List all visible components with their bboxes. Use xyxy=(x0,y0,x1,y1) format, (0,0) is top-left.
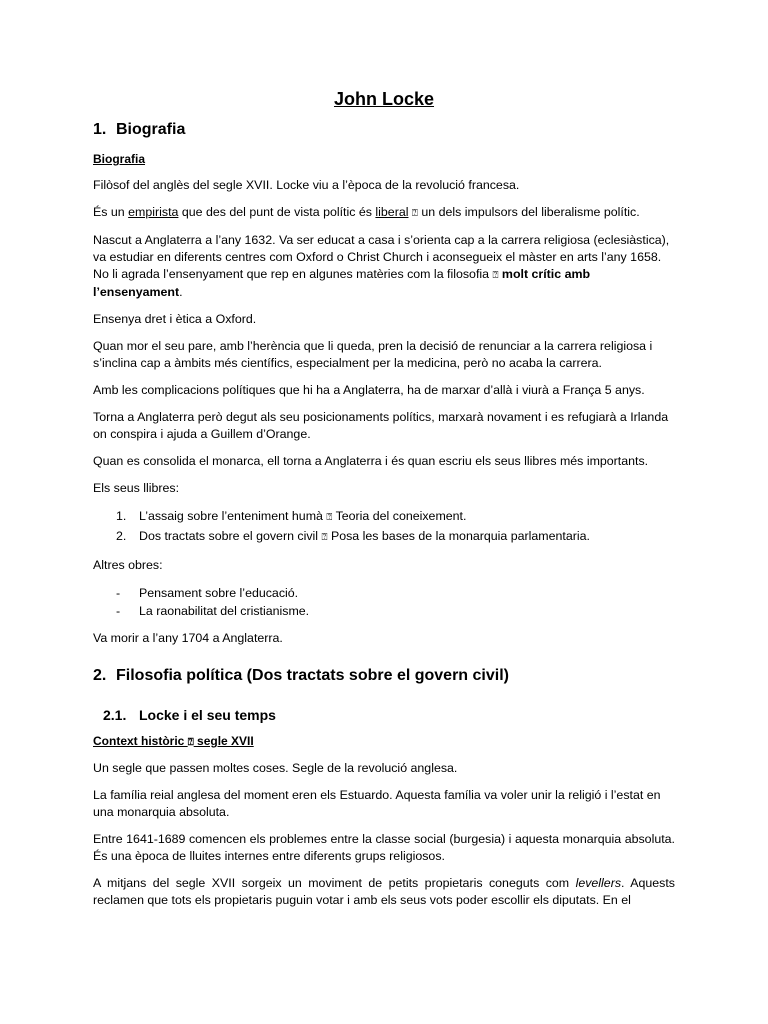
subheading-context-historic xyxy=(93,733,675,751)
subsection-heading-locke-temps xyxy=(103,705,675,725)
list-number: 2. xyxy=(116,529,127,543)
list-number: 1. xyxy=(116,509,127,523)
text-run: segle XVII xyxy=(193,734,254,748)
text-run: La raonabilitat del cristianisme. xyxy=(139,604,310,618)
list-item xyxy=(93,507,675,527)
section-heading-biografia xyxy=(93,119,675,141)
section-title: Filosofia política (Dos tractats sobre el govern civil) xyxy=(116,667,509,684)
other-works-list xyxy=(93,584,675,620)
bold-text: molt crític amb l’ensenyament xyxy=(93,267,591,299)
text-run: Pensament sobre l’educació. xyxy=(139,586,299,600)
arrow-glyph: ⍰ xyxy=(492,270,499,281)
paragraph: Torna a Anglaterra però degut als seu posicionaments polítics, marxarà novament i es refugiarà a Irlanda on conspira i ajuda a Guillem d’Orange. xyxy=(93,410,669,441)
term-empirista: empirista xyxy=(128,205,179,219)
text-run: Nascut a Anglaterra a l’any 1632. Va ser educat a casa i s’orienta cap a la carrera religiosa (eclesiàstica), va estudiar en diferents centres com Oxford o Christ Church i aconsegueix el màster en arts l’any 1658. No li agrada l’ensenyament que rep en algunes matèries com la filosofia xyxy=(93,233,670,281)
paragraph: Ensenya dret i ètica a Oxford. xyxy=(93,312,257,326)
list-dash: - xyxy=(116,586,121,600)
text-run: . Aquests reclamen que tots els propietaris puguin votar i amb els seus vots poder escollir els diputats. En el xyxy=(93,876,675,907)
text-run: Dos tractats sobre el govern civil xyxy=(139,529,322,543)
text-run: És un xyxy=(93,205,129,219)
subsection-number: 2.1. xyxy=(103,707,127,723)
paragraph: Quan mor el seu pare, amb l’herència que li queda, pren la decisió de renunciar a la carrera religiosa i s’inclina cap a àmbits més científics, especialment per la medicina, però no acaba la carrera. xyxy=(93,339,653,370)
document-page xyxy=(93,88,675,919)
paragraph: Altres obres: xyxy=(93,558,163,572)
books-list xyxy=(93,507,675,547)
text-run: un dels impulsors del liberalisme polític. xyxy=(417,205,640,219)
term-liberal: liberal xyxy=(375,205,409,219)
text-run: . xyxy=(179,285,183,299)
document-title: John Locke xyxy=(333,89,435,109)
text-run: Context històric xyxy=(93,734,188,748)
paragraph: Filòsof del anglès del segle XVII. Locke viu a l’època de la revolució francesa. xyxy=(93,178,520,192)
section-heading-filosofia-politica xyxy=(93,665,675,687)
paragraph: Amb les complicacions polítiques que hi ha a Anglaterra, ha de marxar d’allà i viurà a França 5 anys. xyxy=(93,383,645,397)
arrow-glyph: ⍰ xyxy=(326,512,333,523)
list-item xyxy=(93,527,675,547)
list-item xyxy=(93,602,675,620)
text-run: que des del punt de vista polític és xyxy=(178,205,376,219)
italic-term-levellers: levellers xyxy=(575,876,622,890)
paragraph: La família reial anglesa del moment eren els Estuardo. Aquesta família va voler unir la religió i l’estat en una monarquia absoluta. xyxy=(93,788,661,819)
paragraph xyxy=(93,204,675,222)
section-title: Biografia xyxy=(116,121,186,138)
paragraph: Va morir a l’any 1704 a Anglaterra. xyxy=(93,631,283,645)
paragraph: Entre 1641-1689 comencen els problemes entre la classe social (burgesia) i aquesta monarquia absoluta. És una època de lluites internes entre diferents grups religiosos. xyxy=(93,832,675,863)
paragraph xyxy=(93,232,675,301)
arrow-glyph: ⍰ xyxy=(187,737,194,748)
text-run: A mitjans del segle XVII sorgeix un moviment de petits propietaris coneguts com xyxy=(93,876,576,890)
text-run: Posa les bases de la monarquia parlamentaria. xyxy=(327,529,590,543)
arrow-glyph: ⍰ xyxy=(321,532,328,543)
paragraph xyxy=(93,875,675,909)
text-run: Teoria del coneixement. xyxy=(332,509,467,523)
paragraph: Un segle que passen moltes coses. Segle de la revolució anglesa. xyxy=(93,761,458,775)
list-item xyxy=(93,584,675,602)
paragraph: Els seus llibres: xyxy=(93,481,180,495)
text-run: L’assaig sobre l’enteniment humà xyxy=(139,509,327,523)
subheading-biografia: Biografia xyxy=(93,152,146,166)
list-dash: - xyxy=(116,604,121,618)
paragraph: Quan es consolida el monarca, ell torna a Anglaterra i és quan escriu els seus llibres més importants. xyxy=(93,454,649,468)
subsection-title: Locke i el seu temps xyxy=(139,707,276,723)
arrow-glyph: ⍰ xyxy=(411,208,418,219)
section-number: 2. xyxy=(93,667,107,684)
section-number: 1. xyxy=(93,121,107,138)
